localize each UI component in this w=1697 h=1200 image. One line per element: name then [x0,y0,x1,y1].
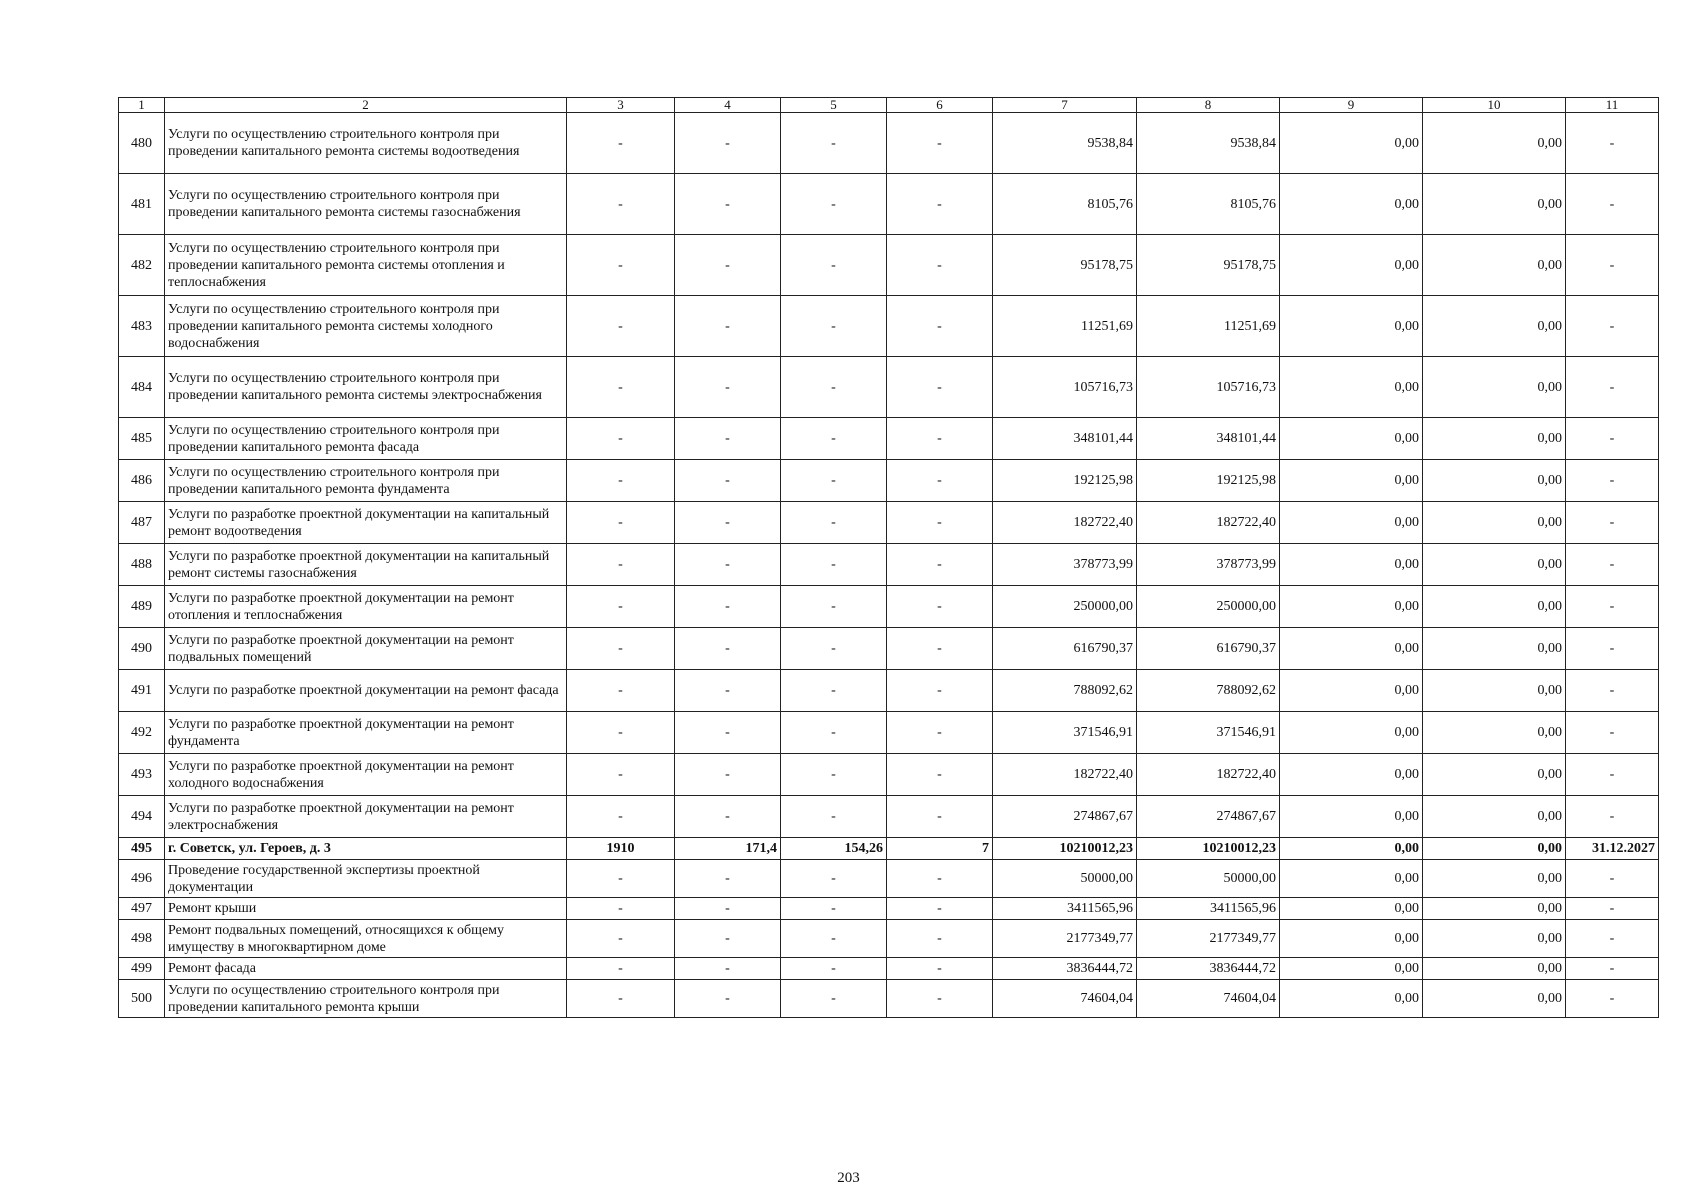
col-header: 2 [165,98,567,113]
col7-cell: 788092,62 [993,670,1137,712]
col7-cell: 8105,76 [993,174,1137,235]
col9-cell: 0,00 [1280,460,1423,502]
table-row [119,860,1659,898]
col7-cell: 2177349,77 [993,920,1137,958]
col7-cell: 348101,44 [993,418,1137,460]
col8-cell: 105716,73 [1137,357,1280,418]
col4-cell: - [675,418,781,460]
col3-cell: - [567,544,675,586]
table-row [119,796,1659,838]
col11-cell: - [1566,113,1659,174]
row-description: Ремонт подвальных помещений, относящихся к общему имуществу в многоквартирном доме [165,920,567,958]
col4-cell: - [675,174,781,235]
col5-cell: - [781,958,887,980]
col8-cell: 3836444,72 [1137,958,1280,980]
row-number: 496 [119,860,165,898]
row-description: Услуги по разработке проектной документации на капитальный ремонт водоотведения [165,502,567,544]
col4-cell: - [675,796,781,838]
col10-cell: 0,00 [1423,980,1566,1018]
col8-cell: 182722,40 [1137,754,1280,796]
col3-cell: - [567,502,675,544]
col11-cell: - [1566,712,1659,754]
col10-cell: 0,00 [1423,544,1566,586]
col5-cell: - [781,898,887,920]
col7-cell: 371546,91 [993,712,1137,754]
col11-cell: - [1566,980,1659,1018]
row-number: 495 [119,838,165,860]
col3-cell: - [567,235,675,296]
col9-cell: 0,00 [1280,235,1423,296]
table-row [119,235,1659,296]
col4-cell: - [675,712,781,754]
row-number: 487 [119,502,165,544]
row-number: 485 [119,418,165,460]
col3-cell: - [567,296,675,357]
row-description: Услуги по разработке проектной документации на ремонт подвальных помещений [165,628,567,670]
col-header: 6 [887,98,993,113]
col4-cell: - [675,670,781,712]
row-number: 488 [119,544,165,586]
table-row [119,296,1659,357]
col6-cell: - [887,898,993,920]
col10-cell: 0,00 [1423,796,1566,838]
col-header: 3 [567,98,675,113]
col6-cell: - [887,235,993,296]
col6-cell: - [887,920,993,958]
col11-cell: - [1566,174,1659,235]
col10-cell: 0,00 [1423,958,1566,980]
col9-cell: 0,00 [1280,796,1423,838]
row-description: Услуги по осуществлению строительного контроля при проведении капитального ремонта фундамента [165,460,567,502]
col9-cell: 0,00 [1280,712,1423,754]
col4-cell: - [675,586,781,628]
col7-cell: 250000,00 [993,586,1137,628]
table-row [119,712,1659,754]
col10-cell: 0,00 [1423,174,1566,235]
col6-cell: - [887,296,993,357]
col3-cell: - [567,860,675,898]
row-description: Услуги по разработке проектной документации на ремонт фундамента [165,712,567,754]
col4-cell: 171,4 [675,838,781,860]
col8-cell: 250000,00 [1137,586,1280,628]
col5-cell: - [781,418,887,460]
col10-cell: 0,00 [1423,754,1566,796]
col8-cell: 182722,40 [1137,502,1280,544]
col10-cell: 0,00 [1423,920,1566,958]
col10-cell: 0,00 [1423,712,1566,754]
col10-cell: 0,00 [1423,586,1566,628]
col10-cell: 0,00 [1423,502,1566,544]
col5-cell: - [781,712,887,754]
col8-cell: 10210012,23 [1137,838,1280,860]
col5-cell: - [781,235,887,296]
col9-cell: 0,00 [1280,296,1423,357]
col6-cell: - [887,460,993,502]
row-description: Услуги по разработке проектной документации на капитальный ремонт системы газоснабжения [165,544,567,586]
col4-cell: - [675,980,781,1018]
row-number: 500 [119,980,165,1018]
col5-cell: - [781,296,887,357]
col9-cell: 0,00 [1280,174,1423,235]
col8-cell: 788092,62 [1137,670,1280,712]
col9-cell: 0,00 [1280,958,1423,980]
col11-cell: - [1566,860,1659,898]
col9-cell: 0,00 [1280,670,1423,712]
col7-cell: 11251,69 [993,296,1137,357]
col4-cell: - [675,898,781,920]
row-number: 491 [119,670,165,712]
table-row [119,628,1659,670]
col10-cell: 0,00 [1423,296,1566,357]
col6-cell: - [887,544,993,586]
col-header: 11 [1566,98,1659,113]
col5-cell: - [781,670,887,712]
row-description: Услуги по разработке проектной документации на ремонт фасада [165,670,567,712]
row-number: 489 [119,586,165,628]
row-description: Услуги по осуществлению строительного контроля при проведении капитального ремонта системы газоснабжения [165,174,567,235]
col7-cell: 182722,40 [993,502,1137,544]
col11-cell: - [1566,670,1659,712]
col3-cell: - [567,586,675,628]
col10-cell: 0,00 [1423,113,1566,174]
col8-cell: 74604,04 [1137,980,1280,1018]
col9-cell: 0,00 [1280,898,1423,920]
col4-cell: - [675,628,781,670]
row-number: 480 [119,113,165,174]
col5-cell: - [781,628,887,670]
row-description: Услуги по разработке проектной документации на ремонт холодного водоснабжения [165,754,567,796]
col4-cell: - [675,502,781,544]
col5-cell: - [781,860,887,898]
col6-cell: - [887,628,993,670]
table-row [119,754,1659,796]
col7-cell: 192125,98 [993,460,1137,502]
col8-cell: 378773,99 [1137,544,1280,586]
col11-cell: - [1566,898,1659,920]
col5-cell: - [781,174,887,235]
col7-cell: 95178,75 [993,235,1137,296]
col7-cell: 10210012,23 [993,838,1137,860]
col9-cell: 0,00 [1280,418,1423,460]
table-row [119,838,1659,860]
col4-cell: - [675,860,781,898]
col4-cell: - [675,235,781,296]
col11-cell: - [1566,628,1659,670]
row-number: 497 [119,898,165,920]
col11-cell: - [1566,357,1659,418]
col11-cell: - [1566,544,1659,586]
col6-cell: - [887,586,993,628]
col7-cell: 50000,00 [993,860,1137,898]
col4-cell: - [675,920,781,958]
row-number: 484 [119,357,165,418]
row-number: 494 [119,796,165,838]
col7-cell: 274867,67 [993,796,1137,838]
col5-cell: - [781,980,887,1018]
table-row [119,174,1659,235]
row-number: 498 [119,920,165,958]
col7-cell: 105716,73 [993,357,1137,418]
col6-cell: - [887,357,993,418]
col10-cell: 0,00 [1423,670,1566,712]
col6-cell: - [887,980,993,1018]
col10-cell: 0,00 [1423,460,1566,502]
col8-cell: 3411565,96 [1137,898,1280,920]
col5-cell: - [781,460,887,502]
col11-cell: - [1566,235,1659,296]
col8-cell: 8105,76 [1137,174,1280,235]
col4-cell: - [675,460,781,502]
col3-cell: - [567,628,675,670]
col6-cell: - [887,754,993,796]
table-row [119,898,1659,920]
col6-cell: - [887,860,993,898]
column-number-header [119,98,1659,113]
col4-cell: - [675,357,781,418]
col8-cell: 50000,00 [1137,860,1280,898]
col8-cell: 9538,84 [1137,113,1280,174]
col7-cell: 3836444,72 [993,958,1137,980]
col8-cell: 348101,44 [1137,418,1280,460]
col11-cell: - [1566,920,1659,958]
table-row [119,920,1659,958]
col9-cell: 0,00 [1280,860,1423,898]
col8-cell: 371546,91 [1137,712,1280,754]
table-row [119,502,1659,544]
col4-cell: - [675,544,781,586]
col11-cell: - [1566,418,1659,460]
col11-cell: - [1566,754,1659,796]
row-description: Услуги по разработке проектной документации на ремонт отопления и теплоснабжения [165,586,567,628]
col3-cell: - [567,670,675,712]
col7-cell: 3411565,96 [993,898,1137,920]
col9-cell: 0,00 [1280,980,1423,1018]
col5-cell: - [781,586,887,628]
col11-cell: - [1566,296,1659,357]
col11-cell: - [1566,586,1659,628]
col6-cell: - [887,712,993,754]
table-row [119,670,1659,712]
col9-cell: 0,00 [1280,754,1423,796]
col5-cell: - [781,544,887,586]
capital-repair-table [118,97,1659,1018]
col10-cell: 0,00 [1423,357,1566,418]
col3-cell: 1910 [567,838,675,860]
col8-cell: 192125,98 [1137,460,1280,502]
col9-cell: 0,00 [1280,586,1423,628]
col6-cell: - [887,502,993,544]
col-header: 4 [675,98,781,113]
table-row [119,357,1659,418]
row-description: Услуги по осуществлению строительного контроля при проведении капитального ремонта системы холодного водоснабжения [165,296,567,357]
col3-cell: - [567,958,675,980]
col-header: 9 [1280,98,1423,113]
col4-cell: - [675,754,781,796]
col11-cell: - [1566,460,1659,502]
col11-cell: - [1566,796,1659,838]
col8-cell: 616790,37 [1137,628,1280,670]
table-row [119,418,1659,460]
col-header: 10 [1423,98,1566,113]
table-row [119,460,1659,502]
col4-cell: - [675,296,781,357]
row-description: Услуги по осуществлению строительного контроля при проведении капитального ремонта системы электроснабжения [165,357,567,418]
col9-cell: 0,00 [1280,544,1423,586]
col10-cell: 0,00 [1423,418,1566,460]
col9-cell: 0,00 [1280,502,1423,544]
col9-cell: 0,00 [1280,628,1423,670]
col11-cell: - [1566,502,1659,544]
col4-cell: - [675,113,781,174]
col10-cell: 0,00 [1423,860,1566,898]
col5-cell: - [781,502,887,544]
col10-cell: 0,00 [1423,628,1566,670]
col6-cell: - [887,796,993,838]
table-row [119,113,1659,174]
col3-cell: - [567,174,675,235]
row-number: 493 [119,754,165,796]
col3-cell: - [567,980,675,1018]
row-description: Услуги по осуществлению строительного контроля при проведении капитального ремонта системы водоотведения [165,113,567,174]
table-body [119,113,1659,1018]
col8-cell: 2177349,77 [1137,920,1280,958]
row-description: Ремонт крыши [165,898,567,920]
col3-cell: - [567,460,675,502]
col6-cell: - [887,418,993,460]
col8-cell: 274867,67 [1137,796,1280,838]
row-description: Ремонт фасада [165,958,567,980]
col7-cell: 182722,40 [993,754,1137,796]
col-header: 1 [119,98,165,113]
col5-cell: - [781,920,887,958]
col3-cell: - [567,712,675,754]
page-number: 203 [837,1170,860,1186]
col9-cell: 0,00 [1280,838,1423,860]
table-row [119,544,1659,586]
col10-cell: 0,00 [1423,235,1566,296]
col9-cell: 0,00 [1280,113,1423,174]
col7-cell: 616790,37 [993,628,1137,670]
col7-cell: 9538,84 [993,113,1137,174]
table-row [119,958,1659,980]
row-description: Услуги по разработке проектной документации на ремонт электроснабжения [165,796,567,838]
col5-cell: - [781,113,887,174]
col7-cell: 378773,99 [993,544,1137,586]
table-row [119,586,1659,628]
col6-cell: - [887,174,993,235]
row-description: Услуги по осуществлению строительного контроля при проведении капитального ремонта фасада [165,418,567,460]
col10-cell: 0,00 [1423,838,1566,860]
row-number: 492 [119,712,165,754]
col11-cell: - [1566,958,1659,980]
row-description: г. Советск, ул. Героев, д. 3 [165,838,567,860]
col5-cell: 154,26 [781,838,887,860]
row-number: 483 [119,296,165,357]
col8-cell: 95178,75 [1137,235,1280,296]
row-description: Услуги по осуществлению строительного контроля при проведении капитального ремонта системы отопления и теплоснабжения [165,235,567,296]
col10-cell: 0,00 [1423,898,1566,920]
row-number: 486 [119,460,165,502]
col9-cell: 0,00 [1280,357,1423,418]
col-header: 7 [993,98,1137,113]
col5-cell: - [781,796,887,838]
row-number: 482 [119,235,165,296]
col11-cell: 31.12.2027 [1566,838,1659,860]
col3-cell: - [567,113,675,174]
row-number: 490 [119,628,165,670]
col9-cell: 0,00 [1280,920,1423,958]
col4-cell: - [675,958,781,980]
col5-cell: - [781,357,887,418]
row-number: 499 [119,958,165,980]
col5-cell: - [781,754,887,796]
col-header: 8 [1137,98,1280,113]
col3-cell: - [567,754,675,796]
col6-cell: - [887,958,993,980]
table-row [119,980,1659,1018]
col3-cell: - [567,418,675,460]
col3-cell: - [567,796,675,838]
col7-cell: 74604,04 [993,980,1137,1018]
document-table-wrapper [118,97,1658,1018]
col-header: 5 [781,98,887,113]
col6-cell: - [887,113,993,174]
col3-cell: - [567,898,675,920]
col6-cell: - [887,670,993,712]
col8-cell: 11251,69 [1137,296,1280,357]
col6-cell: 7 [887,838,993,860]
col3-cell: - [567,357,675,418]
col3-cell: - [567,920,675,958]
row-description: Услуги по осуществлению строительного контроля при проведении капитального ремонта крыши [165,980,567,1018]
row-number: 481 [119,174,165,235]
row-description: Проведение государственной экспертизы проектной документации [165,860,567,898]
